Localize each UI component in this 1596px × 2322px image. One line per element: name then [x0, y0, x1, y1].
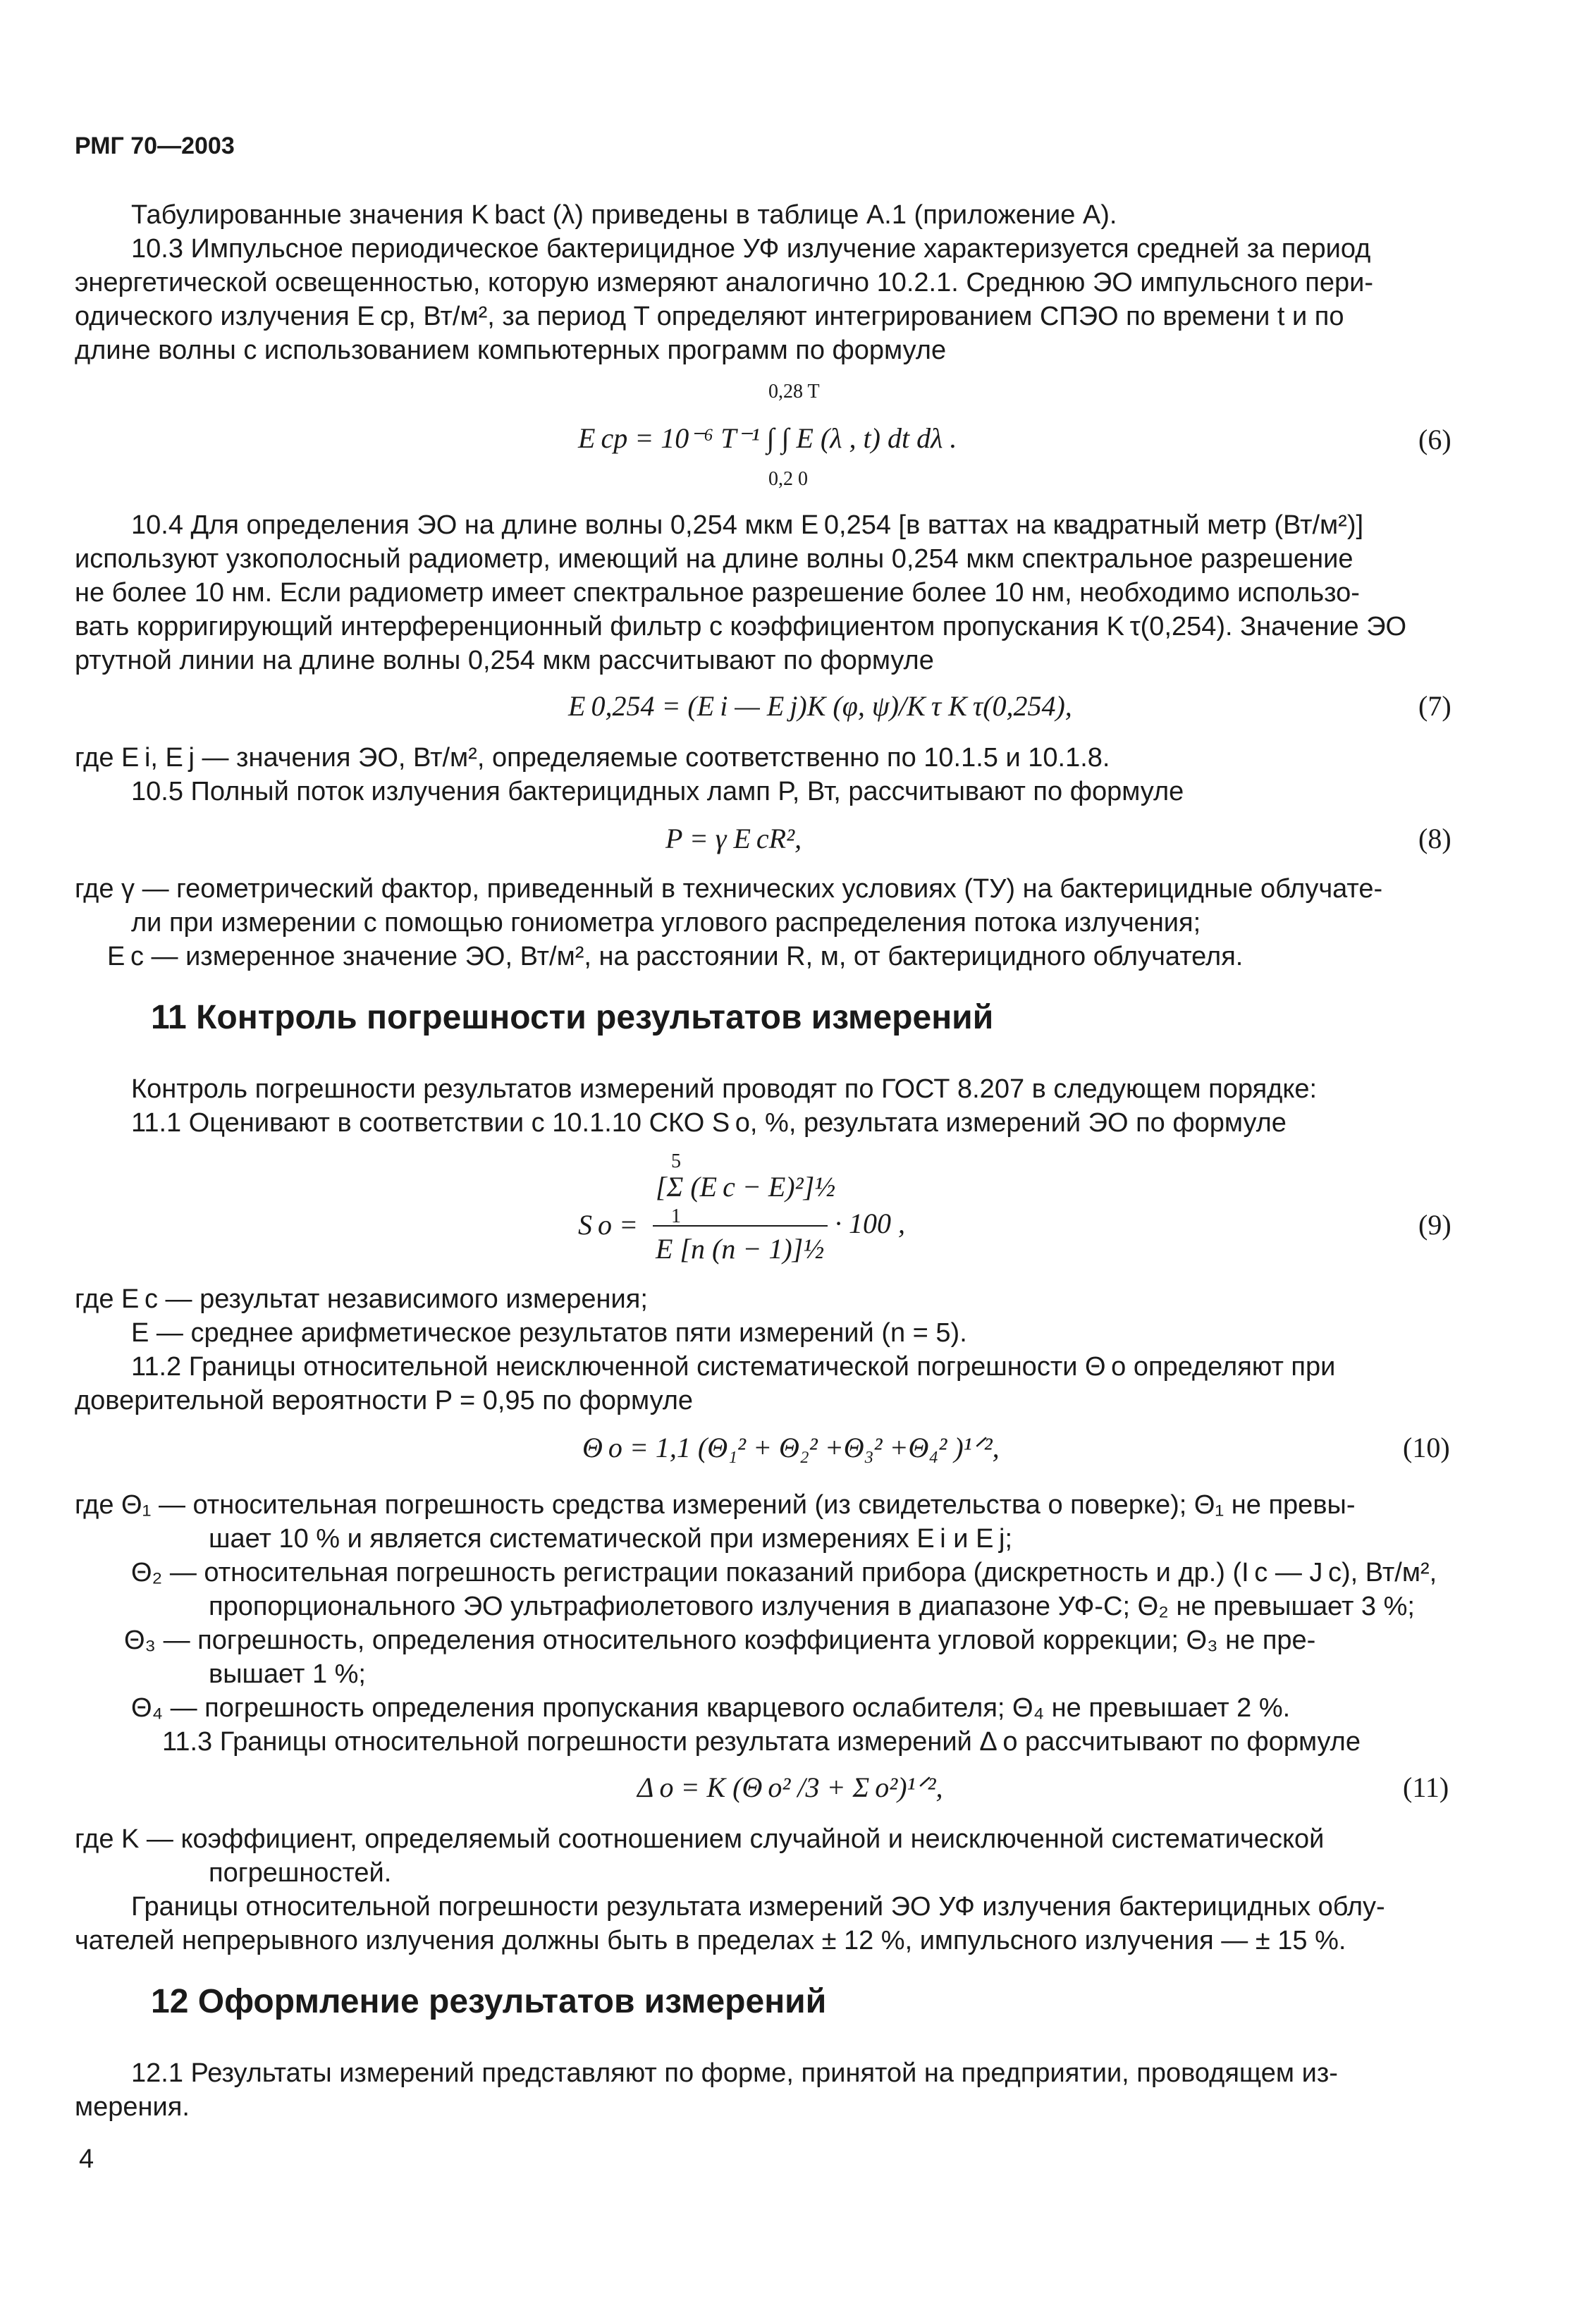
document-id: РМГ 70—2003	[75, 133, 235, 159]
paragraph-tabulated: Табулированные значения K bact (λ) приведены в таблице А.1 (приложение А).	[131, 200, 1117, 230]
equation-8: P = γ E cR²,	[665, 823, 802, 854]
equation-10: Θ о = 1,1 (Θ₁² + Θ₂² +Θ₃² +Θ₄² )¹ᐟ²,	[582, 1432, 1000, 1463]
para-12-1-line1: 12.1 Результаты измерений представляют по форме, принятой на предприятии, проводящем из-	[131, 2058, 1338, 2088]
equation-11: Δ о = K (Θ о² /3 + Σ о²)¹ᐟ²,	[637, 1771, 943, 1803]
eq9-lhs: S o =	[578, 1209, 638, 1241]
para-11-3: 11.3 Границы относительной погрешности результата измерений Δ о рассчитывают по формуле	[162, 1727, 1361, 1757]
para-10-4-line1: 10.4 Для определения ЭО на длине волны 0,254 мкм E 0,254 [в ваттах на квадратный метр (Вт/м²)]	[131, 510, 1364, 540]
equation-number-11: (11)	[1403, 1771, 1449, 1803]
eq9-numerator: [Σ (E c − E)²]½	[656, 1171, 836, 1203]
para-11-2-line1: 11.2 Границы относительной неисключенной систематической погрешности Θ о определяют при	[131, 1352, 1336, 1382]
bounds-line1: Границы относительной погрешности результата измерений ЭО УФ излучения бактерицидных облу-	[131, 1892, 1385, 1922]
bounds-line2: чателей непрерывного излучения должны быть в пределах ± 12 %, импульсного излучения — ± 15 %.	[75, 1926, 1346, 1955]
equation-6: E ср = 10⁻⁶ T⁻¹ ∫ ∫ E (λ , t) dt dλ .	[578, 422, 957, 454]
equation-number-7: (7)	[1418, 690, 1451, 722]
equation-number-9: (9)	[1418, 1209, 1451, 1241]
where-eq9-line1: где E c — результат независимого измерения;	[75, 1284, 648, 1314]
eq9-sum-lower: 1	[671, 1205, 681, 1227]
eq9-denominator: E [n (n − 1)]½	[656, 1233, 825, 1265]
where-eq8-line3: E c — измеренное значение ЭО, Вт/м², на расстоянии R, м, от бактерицидного облучателя.	[107, 942, 1244, 971]
where-eq10-line5: Θ₃ — погрешность, определения относительного коэффициента угловой коррекции; Θ₃ не пре-	[124, 1626, 1316, 1655]
equation-number-8: (8)	[1418, 823, 1451, 854]
para-11-1: 11.1 Оценивают в соответствии с 10.1.10 СКО S o, %, результата измерений ЭО по формуле	[131, 1108, 1287, 1138]
eq9-sum-upper: 5	[671, 1150, 681, 1172]
section-12-title: 12 Оформление результатов измерений	[151, 1983, 827, 2020]
where-eq10-line3: Θ₂ — относительная погрешность регистрации показаний прибора (дискретность и др.) (I c — J c), Вт/м²,	[131, 1558, 1437, 1587]
page-number: 4	[79, 2144, 94, 2174]
para-10-3-line1: 10.3 Импульсное периодическое бактерицидное УФ излучение характеризуется средней за период	[131, 234, 1371, 264]
where-eq10-line7: Θ₄ — погрешность определения пропускания кварцевого ослабителя; Θ₄ не превышает 2 %.	[131, 1693, 1291, 1723]
para-10-4-line4: вать корригирующий интерференционный фильтр с коэффициентом пропускания K τ(0,254). Значение ЭО	[75, 612, 1407, 641]
para-10-4-line5: ртутной линии на длине волны 0,254 мкм рассчитывают по формуле	[75, 646, 934, 675]
para-10-4-line3: не более 10 нм. Если радиометр имеет спектральное разрешение более 10 нм, необходимо использо-	[75, 578, 1360, 608]
para-11-2-line2: доверительной вероятности P = 0,95 по формуле	[75, 1386, 694, 1415]
where-eq8-line2: ли при измерении с помощью гониометра углового распределения потока излучения;	[131, 908, 1201, 938]
section-11-intro: Контроль погрешности результатов измерений проводят по ГОСТ 8.207 в следующем порядке:	[131, 1074, 1318, 1104]
para-10-5: 10.5 Полный поток излучения бактерицидных ламп P, Вт, рассчитывают по формуле	[131, 777, 1184, 806]
para-10-3-line3: одического излучения E ср, Вт/м², за период T определяют интегрированием СПЭО по времени t и по	[75, 302, 1344, 331]
where-eq7: где E i, E j — значения ЭО, Вт/м², определяемые соответственно по 10.1.5 и 10.1.8.	[75, 743, 1110, 773]
equation-7: E 0,254 = (E i — E j)K (φ, ψ)/K τ K τ(0,254),	[568, 690, 1072, 722]
equation-number-10: (10)	[1403, 1432, 1450, 1463]
para-10-3-line2: энергетической освещенностью, которую измеряют аналогично 10.2.1. Среднюю ЭО импульсного пери-	[75, 268, 1373, 297]
where-eq10-line4: пропорционального ЭО ультрафиолетового излучения в диапазоне УФ-С; Θ₂ не превышает 3 %;	[209, 1592, 1415, 1621]
eq6-lower-limits: 0,2 0	[768, 468, 808, 490]
para-12-1-line2: мерения.	[75, 2092, 190, 2122]
where-eq8-line1: где γ — геометрический фактор, приведенный в технических условиях (ТУ) на бактерицидные облучате-	[75, 874, 1383, 904]
where-eq9-line2: E — среднее арифметическое результатов пяти измерений (n = 5).	[131, 1318, 967, 1348]
where-eq10-line1: где Θ₁ — относительная погрешность средства измерений (из свидетельства о поверке); Θ₁ не превы-	[75, 1490, 1356, 1520]
where-eq11-line2: погрешностей.	[209, 1858, 392, 1888]
para-10-4-line2: используют узкополосный радиометр, имеющий на длине волны 0,254 мкм спектральное разрешение	[75, 544, 1353, 574]
section-11-title: 11 Контроль погрешности результатов измерений	[151, 999, 994, 1036]
eq9-tail: · 100 ,	[835, 1208, 905, 1239]
eq6-upper-limits: 0,28 T	[768, 381, 820, 403]
where-eq11-line1: где K — коэффициент, определяемый соотношением случайной и неисключенной систематической	[75, 1824, 1325, 1854]
para-10-3-line4: длине волны с использованием компьютерных программ по формуле	[75, 336, 947, 365]
where-eq10-line6: вышает 1 %;	[209, 1659, 366, 1689]
equation-number-6: (6)	[1418, 424, 1451, 455]
where-eq10-line2: шает 10 % и является систематической при измерениях E i и E j;	[209, 1524, 1013, 1554]
